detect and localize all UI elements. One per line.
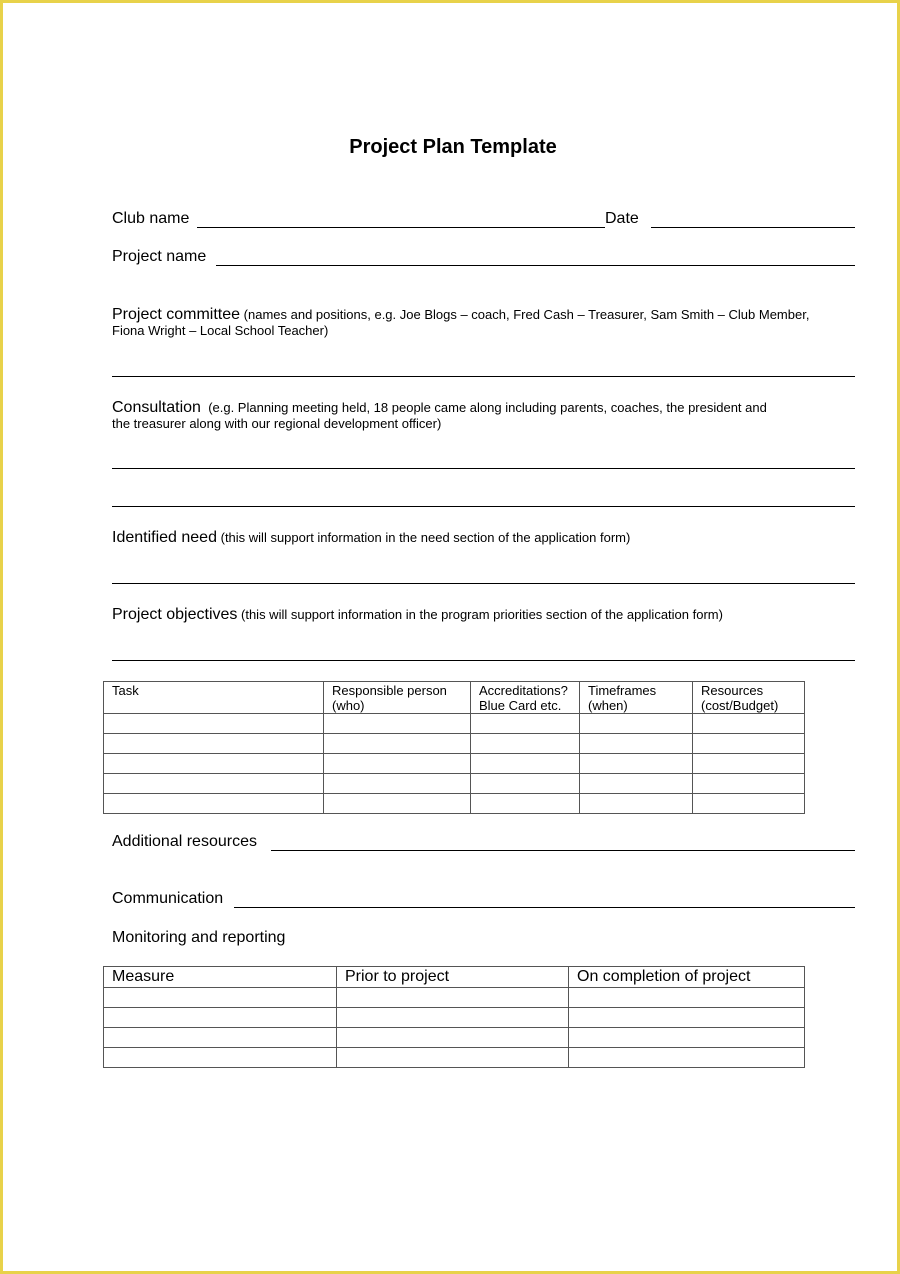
task-header-responsible: Responsible person (who): [324, 682, 471, 714]
project-name-label: Project name: [112, 248, 207, 265]
table-cell[interactable]: [569, 1028, 805, 1048]
task-table-header-row: [104, 682, 805, 714]
committee-section: [112, 307, 812, 339]
communication-label: Communication: [112, 890, 224, 907]
monitor-header-prior: Prior to project: [337, 967, 569, 988]
table-cell[interactable]: [324, 714, 471, 734]
additional-resources-label: Additional resources: [112, 833, 257, 850]
table-cell[interactable]: [104, 988, 337, 1008]
table-row: [104, 754, 805, 774]
table-row: [104, 714, 805, 734]
table-cell[interactable]: [337, 988, 569, 1008]
additional-resources-field[interactable]: [271, 850, 855, 851]
table-cell[interactable]: [580, 794, 693, 814]
objectives-section: [112, 607, 872, 623]
table-row: [104, 734, 805, 754]
table-row: [104, 988, 805, 1008]
table-cell[interactable]: [693, 714, 805, 734]
table-cell[interactable]: [471, 714, 580, 734]
table-cell[interactable]: [569, 988, 805, 1008]
table-cell[interactable]: [471, 754, 580, 774]
consultation-section: [112, 400, 782, 432]
monitor-header-measure: Measure: [104, 967, 337, 988]
project-name-field[interactable]: [216, 265, 855, 266]
table-cell[interactable]: [337, 1048, 569, 1068]
club-name-field[interactable]: [197, 227, 605, 228]
communication-field[interactable]: [234, 907, 855, 908]
monitoring-table-header-row: [104, 967, 805, 988]
table-row: [104, 1028, 805, 1048]
table-cell[interactable]: [693, 734, 805, 754]
table-cell[interactable]: [580, 734, 693, 754]
monitoring-table: [103, 966, 805, 1068]
need-note: (this will support information in the need section of the application form): [220, 530, 631, 545]
monitoring-label: Monitoring and reporting: [112, 929, 286, 946]
table-cell[interactable]: [104, 734, 324, 754]
committee-note: (names and positions, e.g. Joe Blogs – coach, Fred Cash – Treasurer, Sam Smith – Club Member, Fiona Wright – Local School Teacher): [112, 307, 810, 338]
date-field[interactable]: [651, 227, 855, 228]
committee-label: Project committee: [112, 306, 241, 323]
task-header-timeframes: Timeframes (when): [580, 682, 693, 714]
table-row: [104, 1008, 805, 1028]
table-row: [104, 1048, 805, 1068]
need-label: Identified need: [112, 529, 217, 546]
table-cell[interactable]: [693, 794, 805, 814]
table-cell[interactable]: [337, 1028, 569, 1048]
table-cell[interactable]: [104, 754, 324, 774]
need-field[interactable]: [112, 583, 855, 584]
table-cell[interactable]: [104, 794, 324, 814]
table-cell[interactable]: [580, 714, 693, 734]
table-cell[interactable]: [693, 754, 805, 774]
table-cell[interactable]: [693, 774, 805, 794]
table-row: [104, 774, 805, 794]
objectives-field[interactable]: [112, 660, 855, 661]
task-header-accreditations: Accreditations? Blue Card etc.: [471, 682, 580, 714]
table-cell[interactable]: [324, 794, 471, 814]
task-header-resources: Resources (cost/Budget): [693, 682, 805, 714]
monitor-header-completion: On completion of project: [569, 967, 805, 988]
table-cell[interactable]: [324, 774, 471, 794]
table-cell[interactable]: [471, 794, 580, 814]
consultation-field-line-2[interactable]: [112, 506, 855, 507]
table-cell[interactable]: [580, 754, 693, 774]
table-cell[interactable]: [569, 1008, 805, 1028]
table-cell[interactable]: [104, 714, 324, 734]
objectives-label: Project objectives: [112, 606, 238, 623]
table-cell[interactable]: [324, 754, 471, 774]
need-section: [112, 530, 872, 546]
table-cell[interactable]: [337, 1008, 569, 1028]
committee-field[interactable]: [112, 376, 855, 377]
table-cell[interactable]: [471, 774, 580, 794]
table-row: [104, 794, 805, 814]
table-cell[interactable]: [104, 774, 324, 794]
consultation-note: (e.g. Planning meeting held, 18 people came along including parents, coaches, the president and the treasurer along with our regional development officer): [112, 400, 767, 431]
table-cell[interactable]: [104, 1028, 337, 1048]
table-cell[interactable]: [324, 734, 471, 754]
table-cell[interactable]: [580, 774, 693, 794]
consultation-field-line-1[interactable]: [112, 468, 855, 469]
table-cell[interactable]: [104, 1008, 337, 1028]
page-title: Project Plan Template: [349, 136, 557, 158]
table-cell[interactable]: [471, 734, 580, 754]
table-cell[interactable]: [104, 1048, 337, 1068]
consultation-label: Consultation: [112, 399, 201, 416]
club-name-label: Club name: [112, 210, 190, 227]
task-table: [103, 681, 805, 814]
date-label: Date: [605, 210, 639, 227]
task-header-task: Task: [104, 682, 324, 714]
table-cell[interactable]: [569, 1048, 805, 1068]
objectives-note: (this will support information in the program priorities section of the application form): [241, 607, 723, 622]
